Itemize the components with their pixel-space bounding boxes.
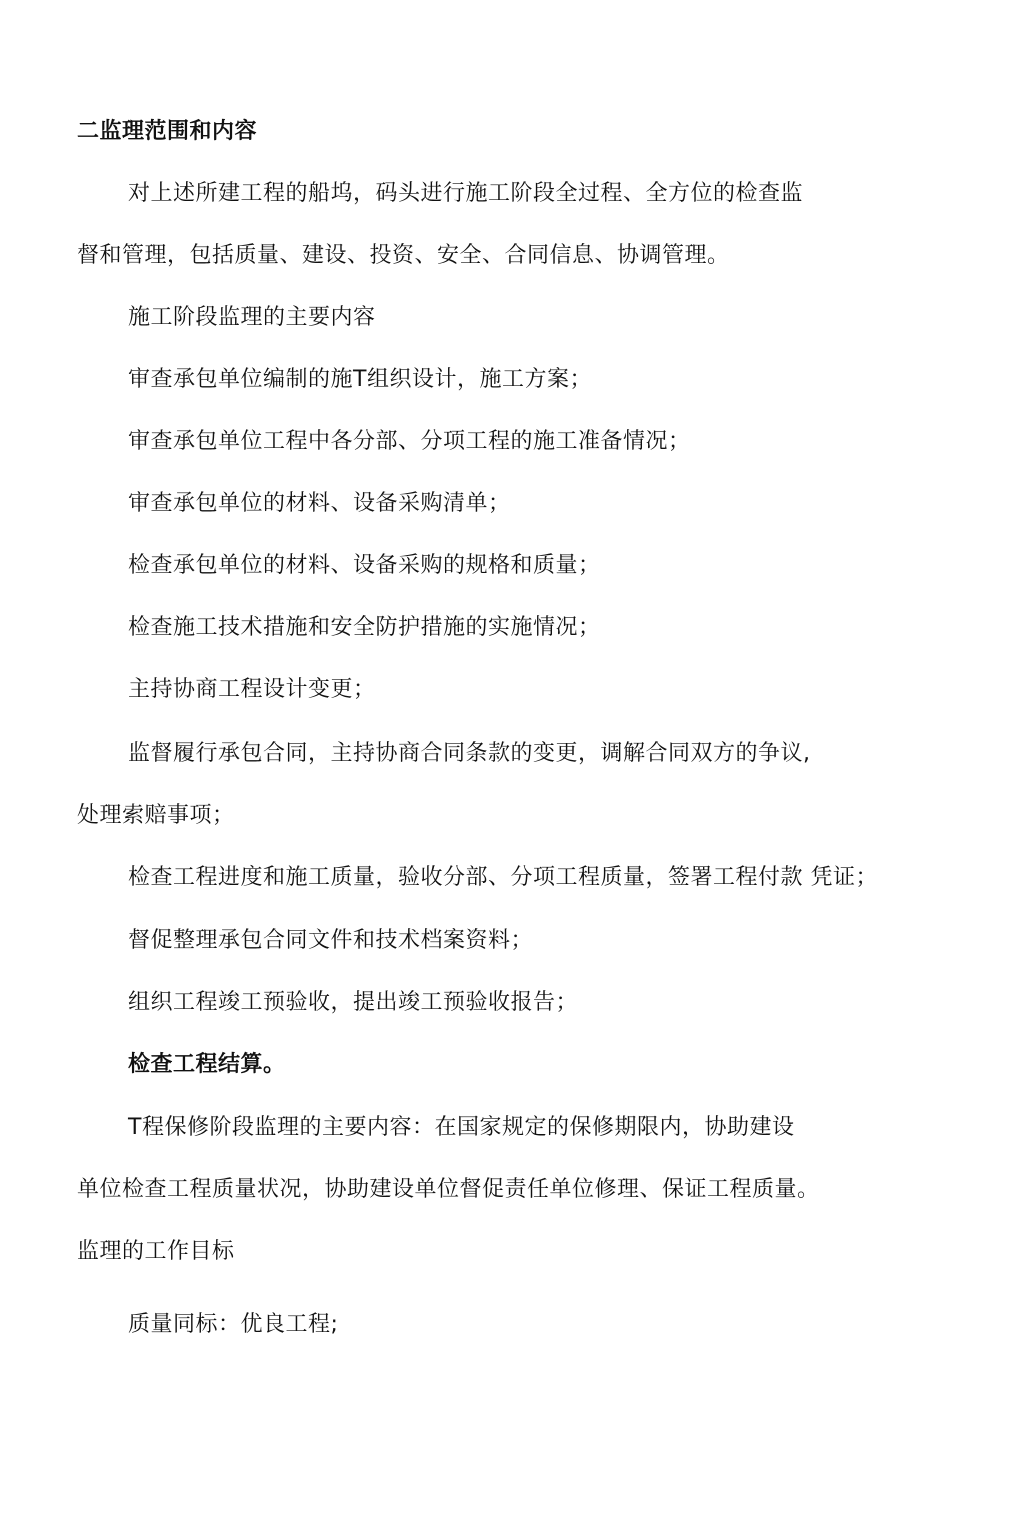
list-item: 检查施工技术措施和安全防护措施的实施情况； (128, 615, 601, 640)
list-item: 组织工程竣工预验收，提出竣工预验收报告； (128, 990, 579, 1015)
intro-paragraph-line-1: 对上述所建工程的船坞，码头进行施工阶段全过程、全方位的检查监 (128, 181, 804, 206)
intro-paragraph-line-2: 督和管理，包括质量、建设、投资、安全、合同信息、协调管理。 (77, 243, 730, 268)
quality-goal: 质量同标：优良工程; (128, 1312, 339, 1337)
list-item: 检查承包单位的材料、设备采购的规格和质量； (128, 553, 601, 578)
section-heading: 二监理范围和内容 (77, 119, 258, 144)
goals-heading: 监理的工作目标 (77, 1239, 235, 1264)
list-item: 审查承包单位的材料、设备采购清单； (128, 491, 511, 516)
warranty-paragraph-line-1: T程保修阶段监理的主要内容：在国家规定的保修期限内，协助建设 (128, 1115, 795, 1140)
construction-heading: 施工阶段监理的主要内容 (128, 305, 376, 330)
list-item: 主持协商工程设计变更； (128, 677, 376, 702)
list-item: 督促整理承包合同文件和技术档案资料； (128, 928, 534, 953)
list-item: 检查工程进度和施工质量，验收分部、分项工程质量，签署工程付款 凭证； (128, 865, 878, 890)
list-item: 监督履行承包合同，主持协商合同条款的变更，调解合同双方的争议, (128, 741, 811, 766)
warranty-paragraph-line-2: 单位检查工程质量状况，协助建设单位督促责任单位修理、保证工程质量。 (77, 1177, 820, 1202)
list-item: 审查承包单位工程中各分部、分项工程的施工准备情况； (128, 429, 691, 454)
list-item-final: 检查工程结算。 (128, 1052, 286, 1077)
list-item-continuation: 处理索赔事项； (77, 803, 235, 828)
list-item: 审查承包单位编制的施T组织设计，施工方案； (128, 367, 592, 392)
